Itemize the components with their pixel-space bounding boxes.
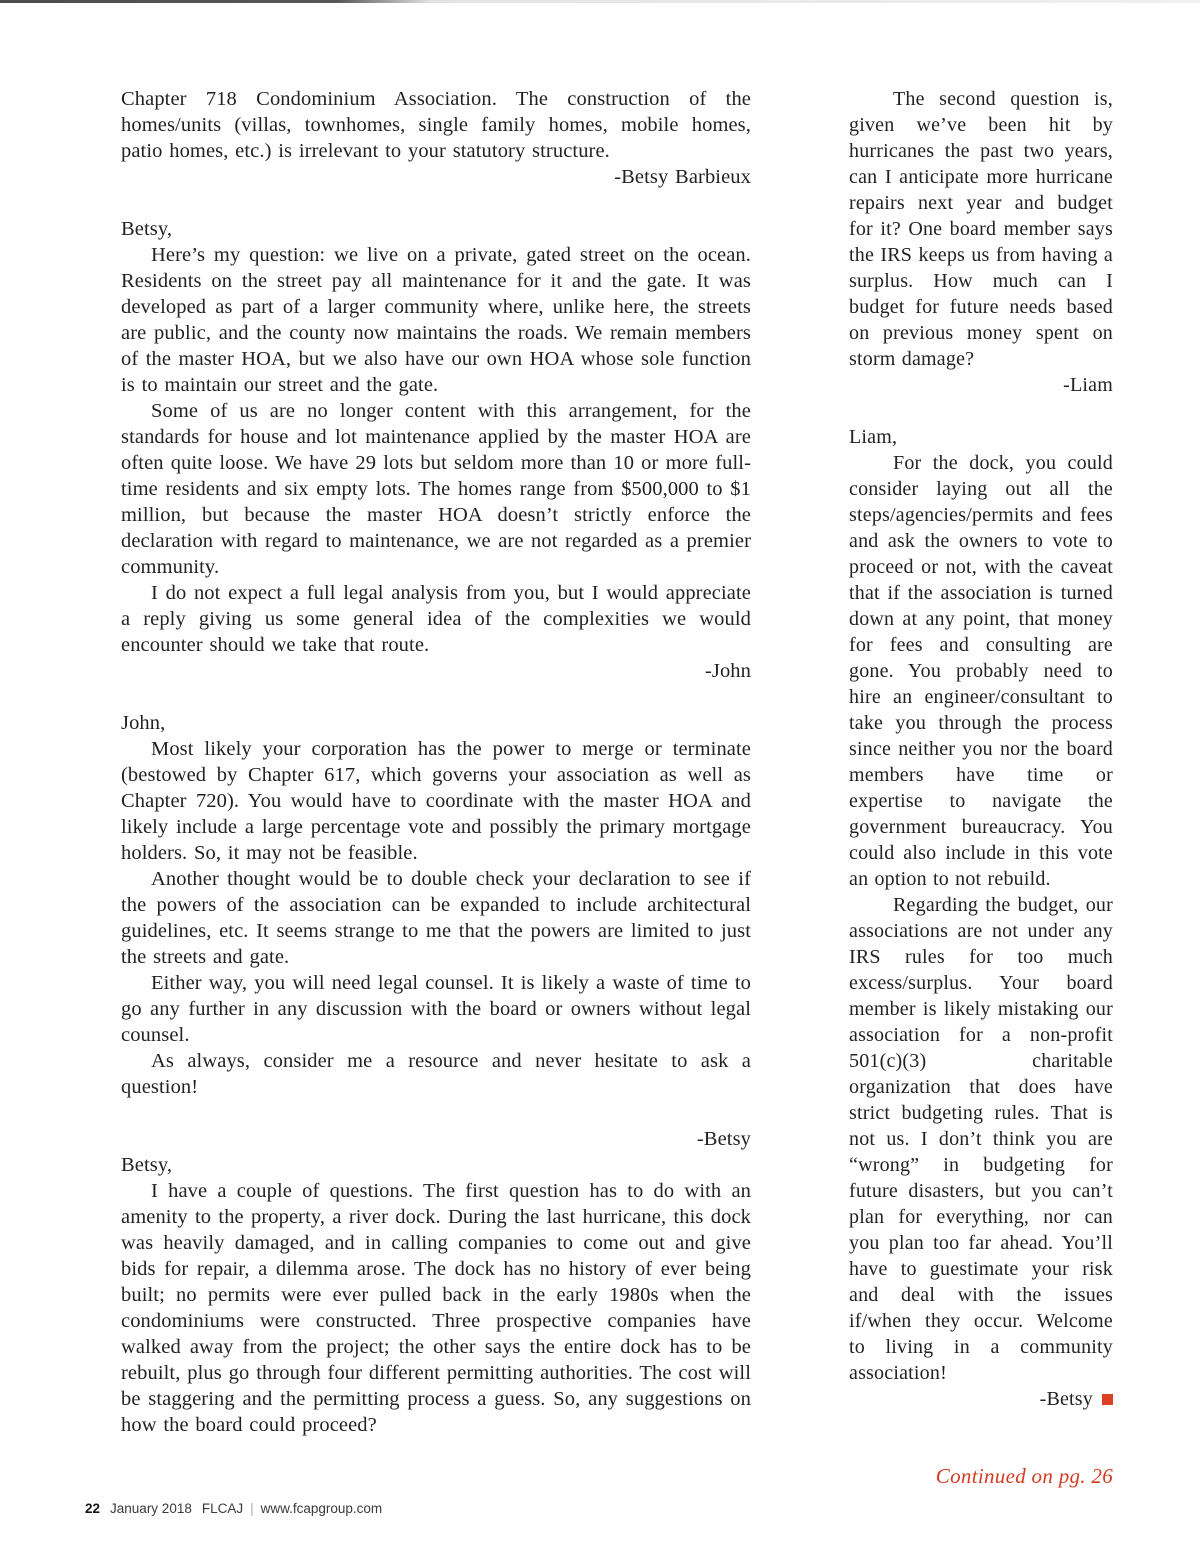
end-of-article-marker (1102, 1394, 1113, 1405)
signature-line (849, 1386, 1113, 1412)
paragraph: Some of us are no longer content with this arrangement, for the standards for house and lot maintenance applied by the master HOA are often quite loose. We have 29 lots but seldom more than 10 or more full-time residents and six empty lots. The homes range from $500,000 to $1 million, but because the master HOA doesn’t strictly enforce the declaration with regard to maintenance, we are not regarded as a premier community. (121, 400, 751, 578)
paragraph: As always, consider me a resource and never hesitate to ask a question! (121, 1050, 751, 1098)
paragraph: Either way, you will need legal counsel. It is likely a waste of time to go any further in any discussion with the board or owners without legal counsel. (121, 972, 751, 1046)
signature-line: -John (704, 660, 751, 682)
signature-line: -Betsy (696, 1128, 751, 1150)
right-column (849, 86, 1113, 1412)
paragraph: I do not expect a full legal analysis from you, but I would appreciate a reply giving us some general idea of the complexities we would encounter should we take that route. (121, 582, 751, 656)
footer-website: www.fcapgroup.com (260, 1501, 383, 1516)
salutation-line: John, (121, 712, 166, 734)
paragraph-continuation: Chapter 718 Condominium Association. The construction of the homes/units (villas, townhomes, single family homes, mobile homes, patio homes, etc.) is irrelevant to your statutory structure. (121, 88, 751, 162)
line-gap (121, 190, 751, 216)
salutation-line: Liam, (849, 426, 898, 448)
page-number: 22 (85, 1501, 101, 1516)
line-gap (849, 398, 1113, 424)
line-gap (121, 684, 751, 710)
line-gap (121, 1100, 751, 1126)
footer-issue-date: January 2018 (110, 1501, 192, 1516)
salutation-line: Betsy, (121, 218, 173, 240)
paragraph: Here’s my question: we live on a private, gated street on the ocean. Residents on the street pay all maintenance for it and the gate. It was developed as part of a larger community where, unlike here, the streets are public, and the county now maintains the roads. We remain members of the master HOA, but we also have our own HOA whose sole function is to maintain our street and the gate. (121, 244, 751, 396)
signature-line: -Betsy Barbieux (614, 166, 751, 188)
paragraph: I have a couple of questions. The first question has to do with an amenity to the property, a river dock. During the last hurricane, this dock was heavily damaged, and in calling companies to come out and give bids for repair, a dilemma arose. The dock has no history of ever being built; no permits were ever pulled back in the early 1980s when the condominiums were constructed. Three prospective companies have walked away from the project; the other says the entire dock has to be rebuilt, plus go through four different permitting authorities. The cost will be staggering and the permitting process a guess. So, any suggestions on how the board could proceed? (121, 1180, 751, 1436)
salutation-line: Betsy, (121, 1154, 173, 1176)
paragraph: Another thought would be to double check your declaration to see if the powers of the association can be expanded to include architectural guidelines, etc. It seems strange to me that the powers are limited to just the streets and gate. (121, 868, 751, 968)
paragraph: For the dock, you could consider laying out all the steps/agencies/permits and fees and ask the owners to vote to proceed or not, with the caveat that if the association is turned down at any point, that money for fees and consulting are gone. You probably need to hire an engineer/consultant to take you through the process since neither you nor the board members have time or expertise to navigate the government bureaucracy. You could also include in this vote an option to not rebuild. (849, 452, 1113, 890)
signature-line: -Liam (1063, 374, 1113, 396)
left-column (121, 86, 751, 1438)
paragraph: Most likely your corporation has the power to merge or terminate (bestowed by Chapter 617, which governs your association as well as Chapter 720). You would have to coordinate with the master HOA and likely include a large percentage vote and possibly the primary mortgage holders. So, it may not be feasible. (121, 738, 751, 864)
continued-note: Continued on pg. 26 (935, 1464, 1113, 1488)
footer-separator: | (250, 1501, 254, 1516)
paragraph: The second question is, given we’ve been hit by hurricanes the past two years, can I anticipate more hurricane repairs next year and budget for it? One board member says the IRS keeps us from having a surplus. How much can I budget for future needs based on previous money spent on storm damage? (849, 88, 1113, 370)
footer-magazine-name: FLCAJ (201, 1501, 244, 1516)
paragraph: Regarding the budget, our associations are not under any IRS rules for too much excess/surplus. Your board member is likely mistaking our association for a non-profit 501(c)(3) charitable organization that does have strict budgeting rules. That is not us. I don’t think you are “wrong” in budgeting for future disasters, but you can’t plan for everything, nor can you plan too far ahead. You’ll have to guestimate your risk and deal with the issues if/when they occur. Welcome to living in a community association! (849, 894, 1113, 1384)
page-footer (85, 1501, 382, 1516)
page-top-edge (0, 0, 1200, 3)
signature-text: -Betsy (1039, 1388, 1093, 1410)
